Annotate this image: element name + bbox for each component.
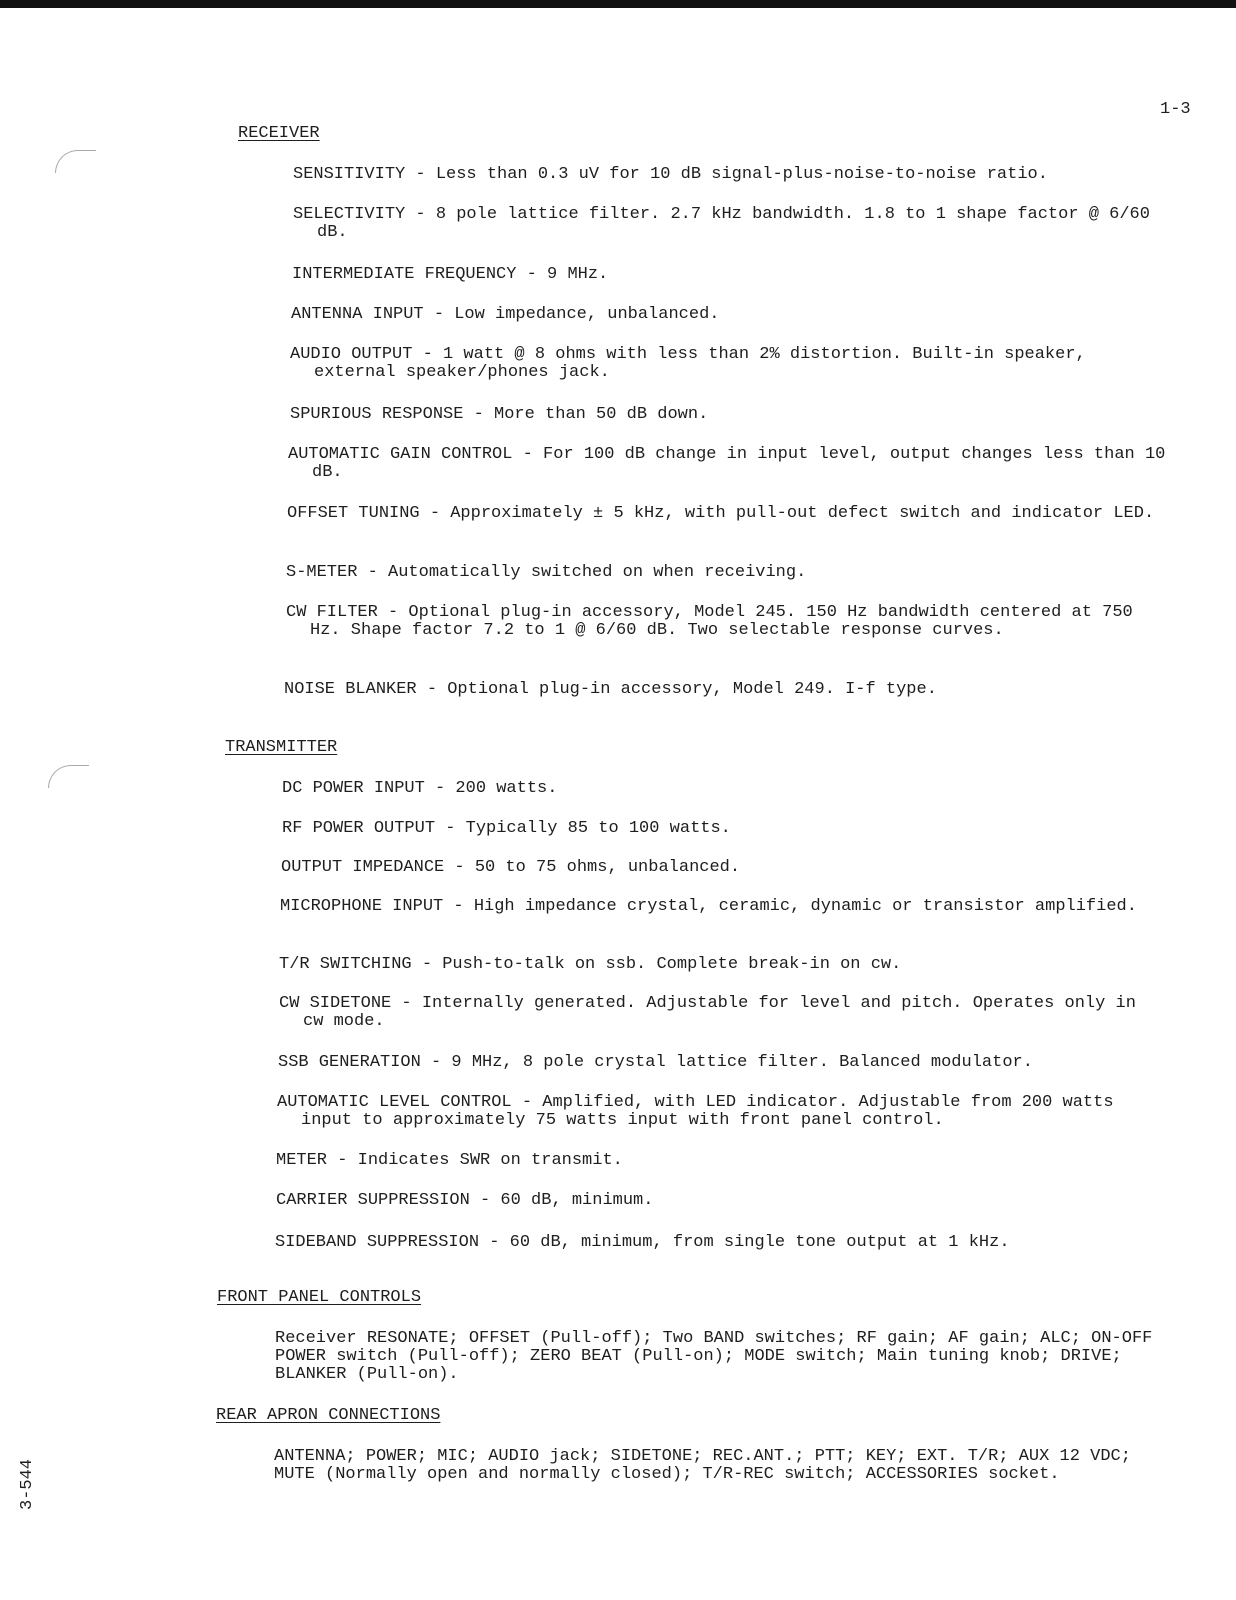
spec-item: CW SIDETONE - Internally generated. Adjustable for level and pitch. Operates only in cw mode. <box>279 994 1136 1031</box>
spec-item: SENSITIVITY - Less than 0.3 uV for 10 dB signal-plus-noise-to-noise ratio. <box>293 165 1048 184</box>
spec-item: METER - Indicates SWR on transmit. <box>276 1151 623 1170</box>
section-heading-receiver: RECEIVER <box>238 124 320 143</box>
spec-item: OUTPUT IMPEDANCE - 50 to 75 ohms, unbalanced. <box>281 858 741 877</box>
spec-item: AUDIO OUTPUT - 1 watt @ 8 ohms with less than 2% distortion. Built-in speaker, external speaker/phones jack. <box>290 345 1086 382</box>
page-number: 1-3 <box>1160 100 1191 119</box>
spec-item: CARRIER SUPPRESSION - 60 dB, minimum. <box>276 1191 654 1210</box>
spec-item: SSB GENERATION - 9 MHz, 8 pole crystal lattice filter. Balanced modulator. <box>278 1053 1033 1072</box>
spec-item: ANTENNA INPUT - Low impedance, unbalanced. <box>291 305 720 324</box>
spec-item: SPURIOUS RESPONSE - More than 50 dB down. <box>290 405 709 424</box>
spec-item: SELECTIVITY - 8 pole lattice filter. 2.7 kHz bandwidth. 1.8 to 1 shape factor @ 6/60 dB. <box>293 205 1150 242</box>
spec-item: RF POWER OUTPUT - Typically 85 to 100 watts. <box>282 819 731 838</box>
document-code: 3-544 <box>18 1458 37 1510</box>
spec-item: AUTOMATIC GAIN CONTROL - For 100 dB change in input level, output changes less than 10 dB. <box>288 445 1166 482</box>
spec-item: CW FILTER - Optional plug-in accessory, Model 245. 150 Hz bandwidth centered at 750 Hz. Shape factor 7.2 to 1 @ 6/60 dB. Two selectable response curves. <box>286 603 1133 640</box>
section-heading-rear-apron: REAR APRON CONNECTIONS <box>216 1406 441 1425</box>
top-border <box>0 0 1236 8</box>
spec-item: NOISE BLANKER - Optional plug-in accessory, Model 249. I-f type. <box>284 680 937 699</box>
front-panel-controls-text: Receiver RESONATE; OFFSET (Pull-off); Two BAND switches; RF gain; AF gain; ALC; ON-OFF POWER switch (Pull-off); ZERO BEAT (Pull-on); MODE switch; Main tuning knob; DRIVE; BLANKER (Pull-on). <box>275 1329 1153 1384</box>
spec-item: AUTOMATIC LEVEL CONTROL - Amplified, with LED indicator. Adjustable from 200 watts input to approximately 75 watts input with front panel control. <box>277 1093 1114 1130</box>
spec-item: MICROPHONE INPUT - High impedance crystal, ceramic, dynamic or transistor amplified. <box>280 897 1137 916</box>
spec-item: INTERMEDIATE FREQUENCY - 9 MHz. <box>292 265 609 284</box>
spec-item: DC POWER INPUT - 200 watts. <box>282 779 558 798</box>
section-heading-transmitter: TRANSMITTER <box>225 738 338 757</box>
punch-hole-mark <box>55 150 96 173</box>
punch-hole-mark <box>48 765 89 788</box>
section-heading-front-panel: FRONT PANEL CONTROLS <box>217 1288 422 1307</box>
spec-item: OFFSET TUNING - Approximately ± 5 kHz, with pull-out defect switch and indicator LED. <box>287 504 1155 523</box>
spec-item: S-METER - Automatically switched on when receiving. <box>286 563 807 582</box>
spec-item: SIDEBAND SUPPRESSION - 60 dB, minimum, from single tone output at 1 kHz. <box>275 1233 1010 1252</box>
spec-item: T/R SWITCHING - Push-to-talk on ssb. Complete break-in on cw. <box>279 955 902 974</box>
rear-apron-connections-text: ANTENNA; POWER; MIC; AUDIO jack; SIDETONE; REC.ANT.; PTT; KEY; EXT. T/R; AUX 12 VDC; MUTE (Normally open and normally closed); T/R-REC switch; ACCESSORIES socket. <box>274 1447 1131 1484</box>
